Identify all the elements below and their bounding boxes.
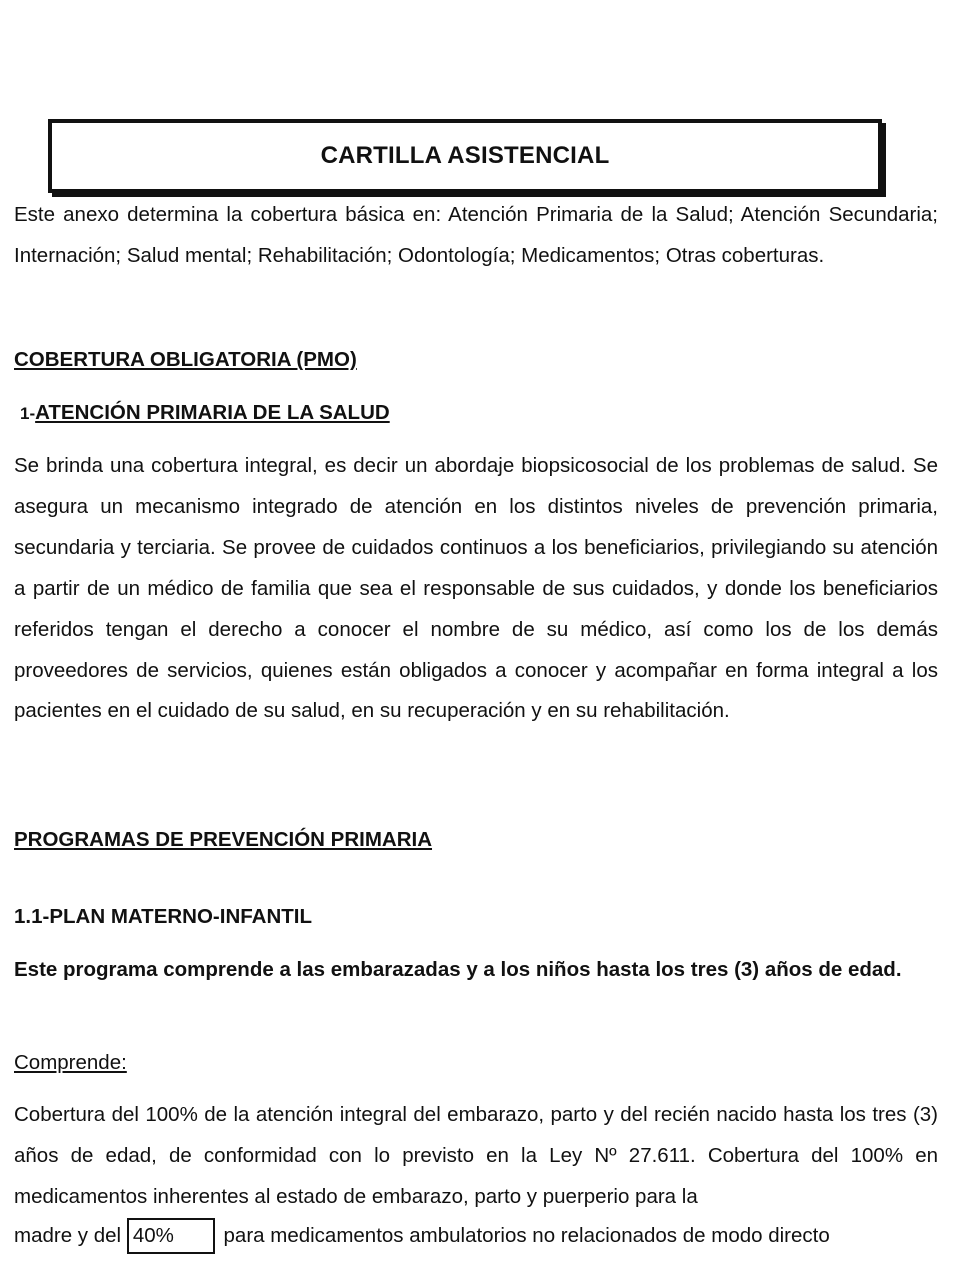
heading-plan-materno-infantil: 1.1-PLAN MATERNO-INFANTIL	[14, 905, 313, 928]
atencion-primaria-paragraph: Se brinda una cobertura integral, es decir un abordaje biopsicosocial de los problemas de salud. Se asegura un mecanismo integrado de atención en los distintos niveles de prevención primaria, secundaria y terciaria. Se provee de cuidados continuos a los beneficiarios, privilegiando su atención a partir de un médico de familia que sea el responsable de sus cuidados, y donde los beneficiarios referidos tengan el derecho a conocer el nombre de su médico, así como los de los demás proveedores de servicios, quienes están obligados a conocer y acompañar en forma integral a los pacientes en el cuidado de su salud, en su recuperación y en su rehabilitación.	[14, 454, 938, 723]
last-line-start: madre y del	[14, 1224, 122, 1247]
heading-programas-prevencion: PROGRAMAS DE PREVENCIÓN PRIMARIA	[14, 828, 433, 851]
title-box	[48, 119, 882, 193]
document-title: CARTILLA ASISTENCIAL	[320, 142, 610, 169]
comprende-label: Comprende:	[14, 1051, 127, 1074]
section-number: 1-	[20, 404, 36, 423]
heading-atencion-primaria	[20, 401, 390, 425]
section-title: ATENCIÓN PRIMARIA DE LA SALUD	[35, 401, 390, 424]
last-line	[14, 1218, 830, 1254]
plan-materno-infantil-body: Cobertura del 100% de la atención integral del embarazo, parto y del recién nacido hasta los tres (3) años de edad, de conformidad con lo previsto en la Ley Nº 27.611. Cobertura del 100% en medicamentos inherentes al estado de embarazo, parto y puerperio para la	[14, 1103, 938, 1208]
intro-paragraph: Este anexo determina la cobertura básica en: Atención Primaria de la Salud; Atención Secundaria; Internación; Salud mental; Rehabilitación; Odontología; Medicamentos; Otras coberturas.	[14, 203, 938, 267]
last-line-end: para medicamentos ambulatorios no relacionados de modo directo	[223, 1224, 830, 1247]
heading-cobertura-obligatoria: COBERTURA OBLIGATORIA (PMO)	[14, 348, 357, 371]
percentage-box: 40%	[127, 1218, 215, 1254]
plan-materno-infantil-lead: Este programa comprende a las embarazadas y a los niños hasta los tres (3) años de edad.	[14, 958, 902, 981]
